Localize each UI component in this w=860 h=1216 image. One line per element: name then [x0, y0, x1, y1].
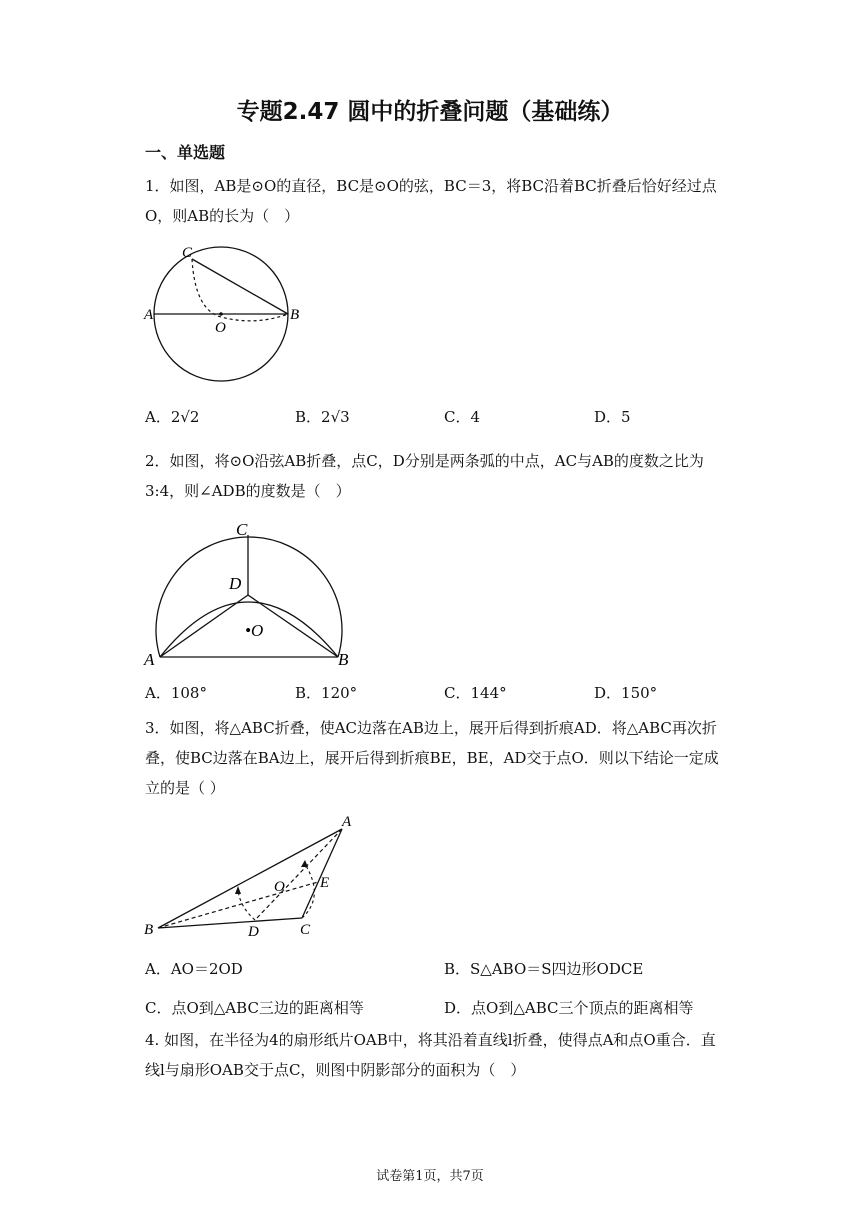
label-c: C [300, 922, 311, 938]
label-a: A [144, 650, 155, 669]
question-4-text: 4. 如图，在半径为4的扇形纸片OAB中，将其沿着直线l折叠，使得点A和点O重合．直线l与扇形OAB交于点C，则图中阴影部分的面积为（ ） [145, 1031, 716, 1079]
page-footer: 试卷第1页，共7页 [376, 1169, 484, 1184]
q1-option-a[interactable]: A．2√2 [145, 408, 200, 426]
q1-option-b[interactable]: B．2√3 [295, 408, 350, 426]
page-title: 专题2.47 圆中的折叠问题（基础练） [236, 99, 624, 125]
label-c: C [236, 520, 248, 539]
q2-option-b[interactable]: B．120° [295, 684, 358, 702]
q3-option-c[interactable]: C．点O到△ABC三边的距离相等 [145, 999, 364, 1017]
q2-option-a[interactable]: A．108° [145, 684, 207, 702]
label-d: D [229, 574, 242, 593]
q3-option-b[interactable]: B．S△ABO＝S四边形ODCE [444, 960, 644, 978]
label-o: O [215, 320, 226, 336]
label-e: E [320, 875, 330, 891]
label-d: D [248, 924, 259, 940]
label-b: B [290, 307, 300, 323]
question-3-text: 3．如图，将△ABC折叠，使AC边落在AB边上，展开后得到折痕AD．将△ABC再次折叠，使BC边落在BA边上，展开后得到折痕BE，BE，AD交于点O．则以下结论一定成立的是（ ） [145, 719, 719, 797]
label-b: B [144, 922, 154, 938]
question-2-figure [140, 517, 365, 672]
question-2-text: 2．如图，将⊙O沿弦AB折叠，点C，D分别是两条弧的中点，AC与AB的度数之比为3:4，则∠ADB的度数是（ ） [145, 452, 704, 500]
question-1-figure [140, 240, 320, 390]
q1-option-d[interactable]: D．5 [594, 408, 631, 426]
q2-option-d[interactable]: D．150° [594, 684, 658, 702]
q3-option-a[interactable]: A．AO＝2OD [145, 960, 243, 978]
label-a: A [144, 307, 154, 323]
q3-option-d[interactable]: D．点O到△ABC三个顶点的距离相等 [444, 999, 694, 1017]
label-o: O [274, 879, 285, 895]
question-1-text: 1．如图，AB是⊙O的直径，BC是⊙O的弦，BC＝3，将BC沿着BC折叠后恰好经过点O，则AB的长为（ ） [145, 177, 717, 225]
section-heading: 一、单选题 [145, 143, 226, 162]
q1-option-c[interactable]: C．4 [444, 408, 481, 426]
label-c: C [182, 245, 193, 261]
label-b: B [338, 650, 349, 669]
label-a: A [342, 814, 352, 830]
label-o: •O [245, 621, 264, 640]
q2-option-c[interactable]: C．144° [444, 684, 507, 702]
question-3-figure [140, 812, 365, 942]
